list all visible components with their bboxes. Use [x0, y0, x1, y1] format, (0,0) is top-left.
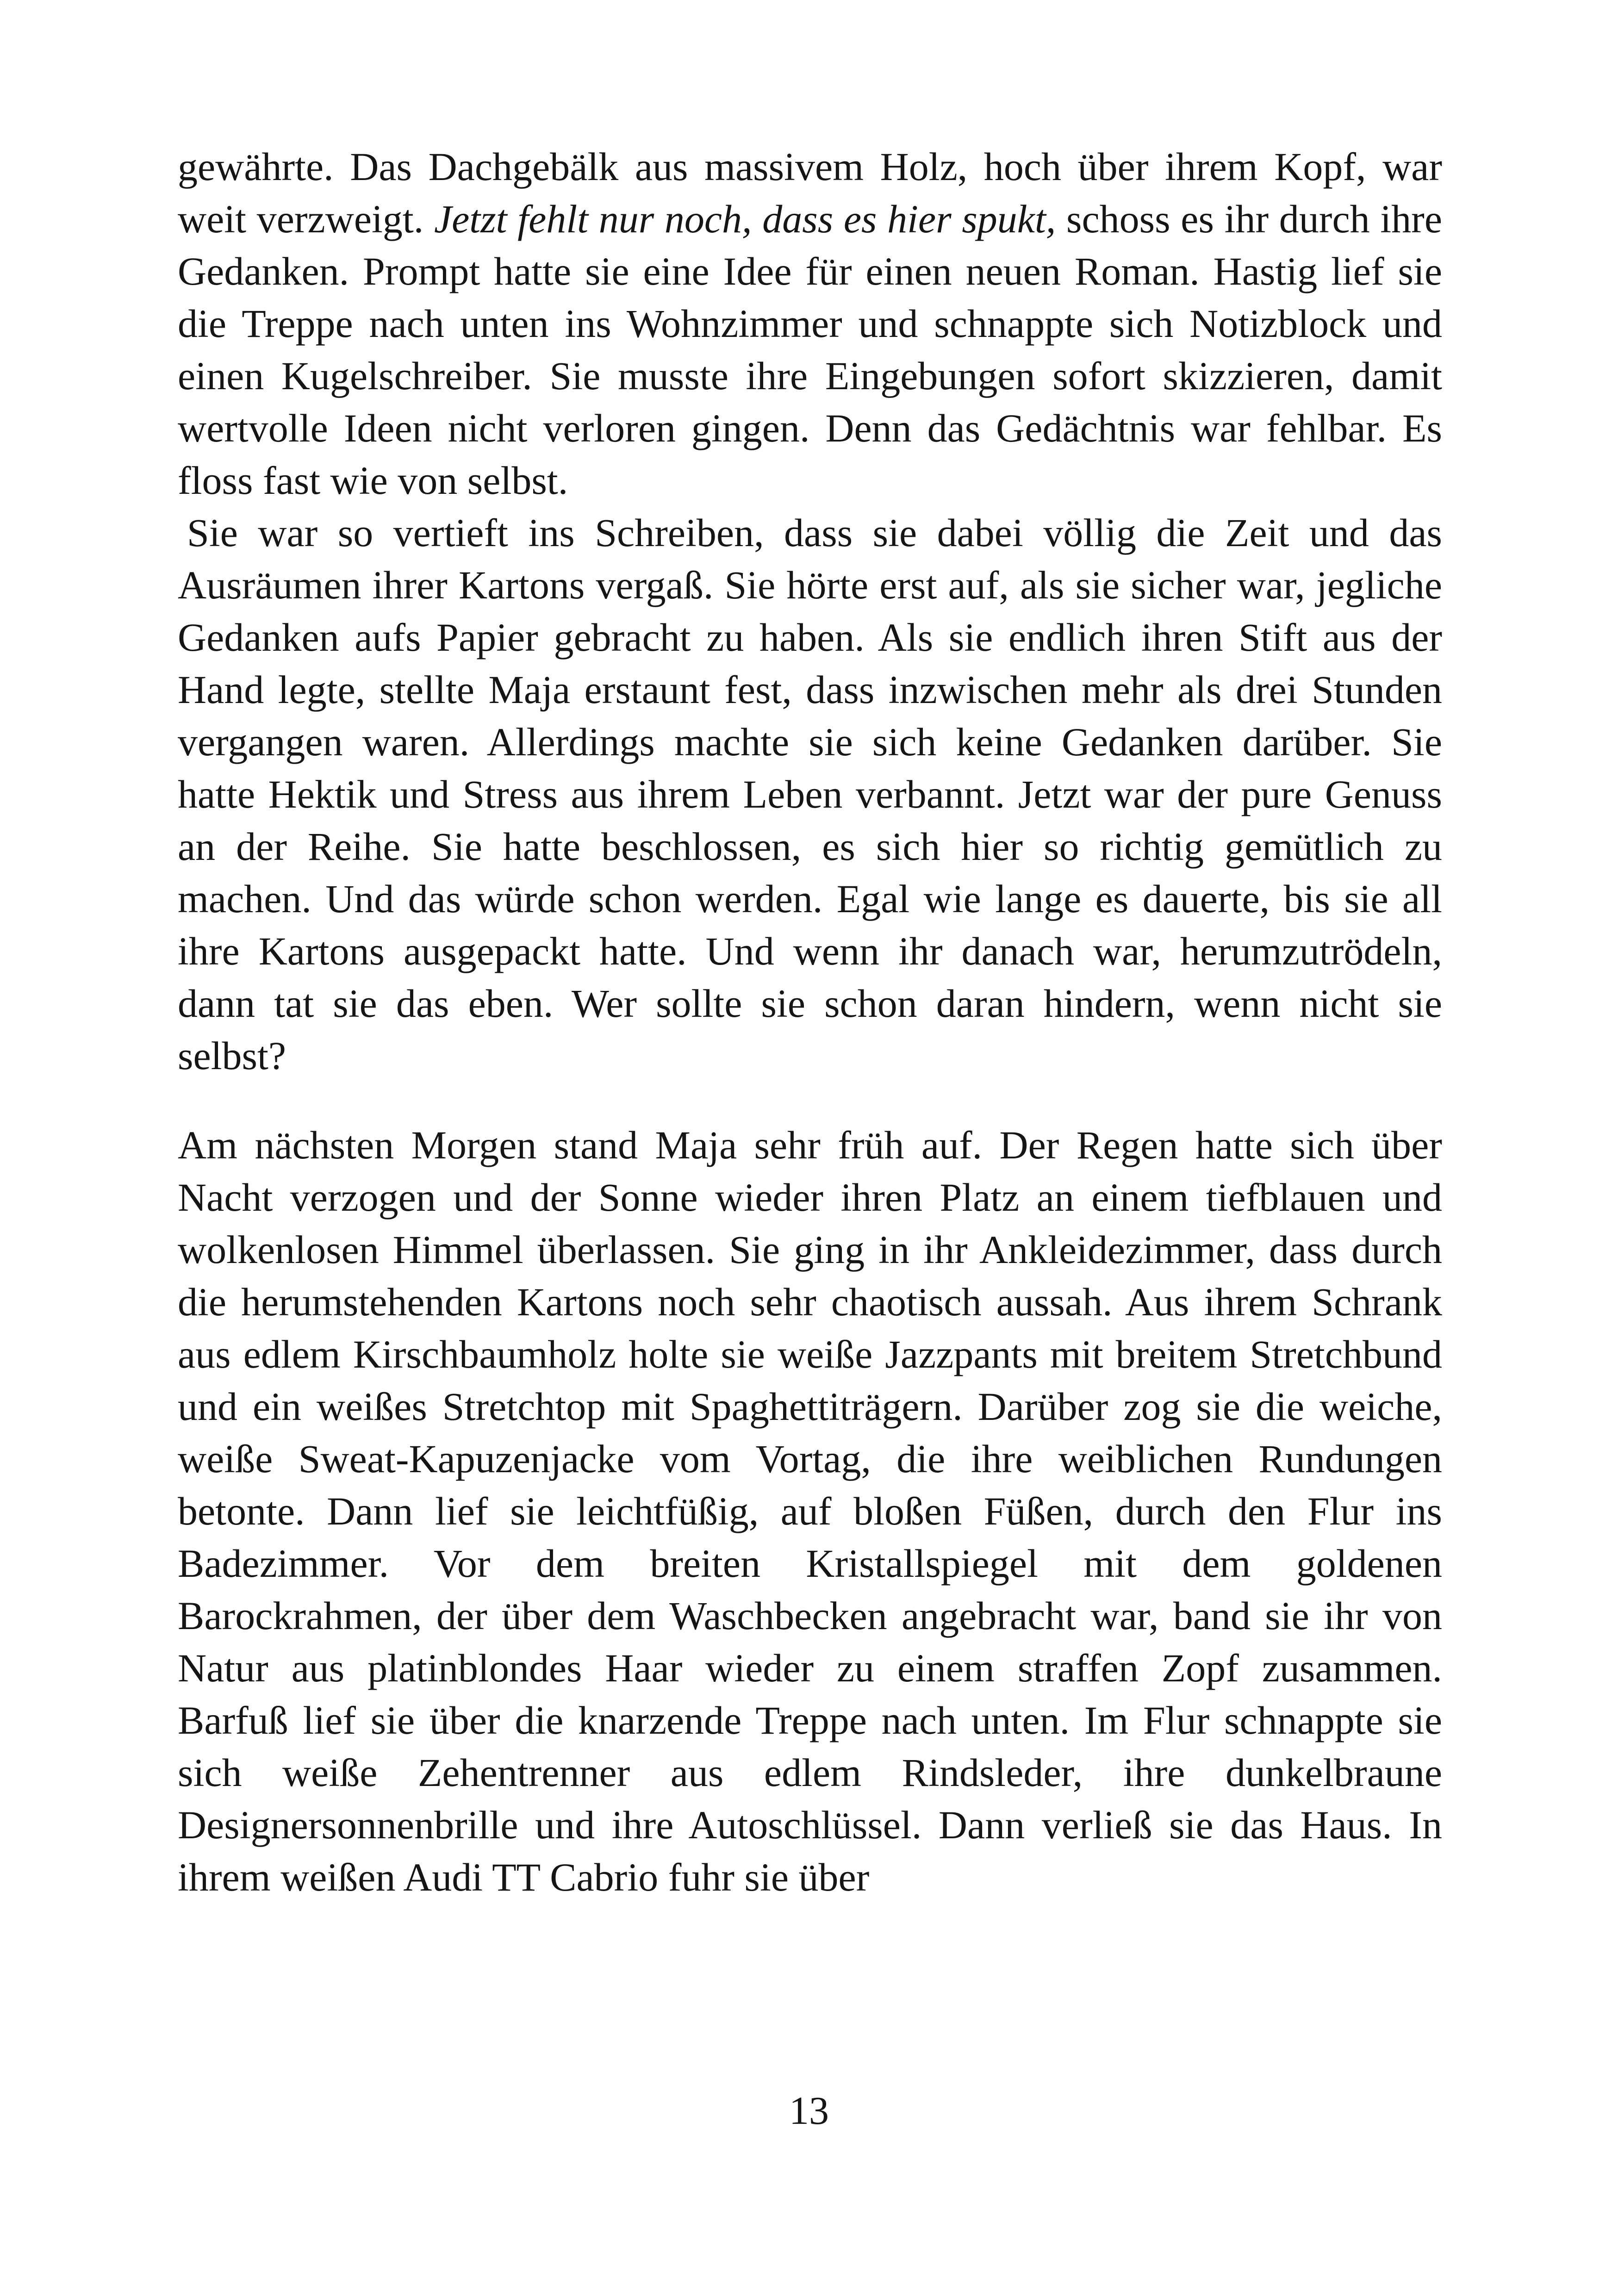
page-number: 13 — [789, 2088, 829, 2133]
paragraph-1 — [178, 141, 1442, 507]
paragraph-2: Sie war so vertieft ins Schreiben, dass sie dabei völlig die Zeit und das Ausräumen ihrer Kartons vergaß. Sie hörte erst auf, als sie sicher war, jegliche Gedanken aufs Papier gebracht zu haben. Als sie endlich ihren Stift aus der Hand legte, stellte Maja erstaunt fest, dass inzwischen mehr als drei Stunden vergangen waren. Allerdings machte sie sich keine Gedanken darüber. Sie hatte Hektik und Stress aus ihrem Leben verbannt. Jetzt war der pure Genuss an der Reihe. Sie hatte beschlossen, es sich hier so richtig gemütlich zu machen. Und das würde schon werden. Egal wie lange es dauerte, bis sie all ihre Kartons ausgepackt hatte. Und wenn ihr danach war, herumzutrödeln, dann tat sie das eben. Wer sollte sie schon daran hindern, wenn nicht sie selbst? — [178, 510, 1442, 1078]
paragraph-1-italic-thought: Jetzt fehlt nur noch, dass es hier spukt, — [434, 197, 1056, 241]
paragraph-1-text-a: gewährte. Das Dachgebälk aus massivem Holz, hoch über ihrem Kopf, war weit verzweigt. — [178, 144, 1442, 241]
text-section-2 — [178, 1119, 1442, 1904]
text-section-1 — [178, 141, 1442, 1082]
paragraph-3: Am nächsten Morgen stand Maja sehr früh auf. Der Regen hatte sich über Nacht verzogen und der Sonne wieder ihren Platz an einem tiefblauen und wolkenlosen Himmel überlassen. Sie ging in ihr Ankleidezimmer, dass durch die herumstehenden Kartons noch sehr chaotisch aussah. Aus ihrem Schrank aus edlem Kirschbaumholz holte sie weiße Jazzpants mit breitem Stretchbund und ein weißes Stretchtop mit Spaghettiträgern. Darüber zog sie die weiche, weiße Sweat-Kapuzenjacke vom Vortag, die ihre weiblichen Rundungen betonte. Dann lief sie leichtfüßig, auf bloßen Füßen, durch den Flur ins Badezimmer. Vor dem breiten Kristallspiegel mit dem goldenen Barockrahmen, der über dem Waschbecken angebracht war, band sie ihr von Natur aus platinblondes Haar wieder zu einem straffen Zopf zusammen. Barfuß lief sie über die knarzende Treppe nach unten. Im Flur schnappte sie sich weiße Zehentrenner aus edlem Rindsleder, ihre dunkelbraune Designersonnenbrille und ihre Autoschlüssel. Dann verließ sie das Haus. In ihrem weißen Audi TT Cabrio fuhr sie über — [178, 1123, 1442, 1899]
paragraph-1-text-b: schoss es ihr durch ihre Gedanken. Prompt hatte sie eine Idee für einen neuen Roman. Hastig lief sie die Treppe nach unten ins Wohnzimmer und schnappte sich Notizblock und einen Kugelschreiber. Sie musste ihre Eingebungen sofort skizzieren, damit wertvolle Ideen nicht verloren gingen. Denn das Gedächtnis war fehlbar. Es floss fast wie von selbst. — [178, 197, 1442, 503]
